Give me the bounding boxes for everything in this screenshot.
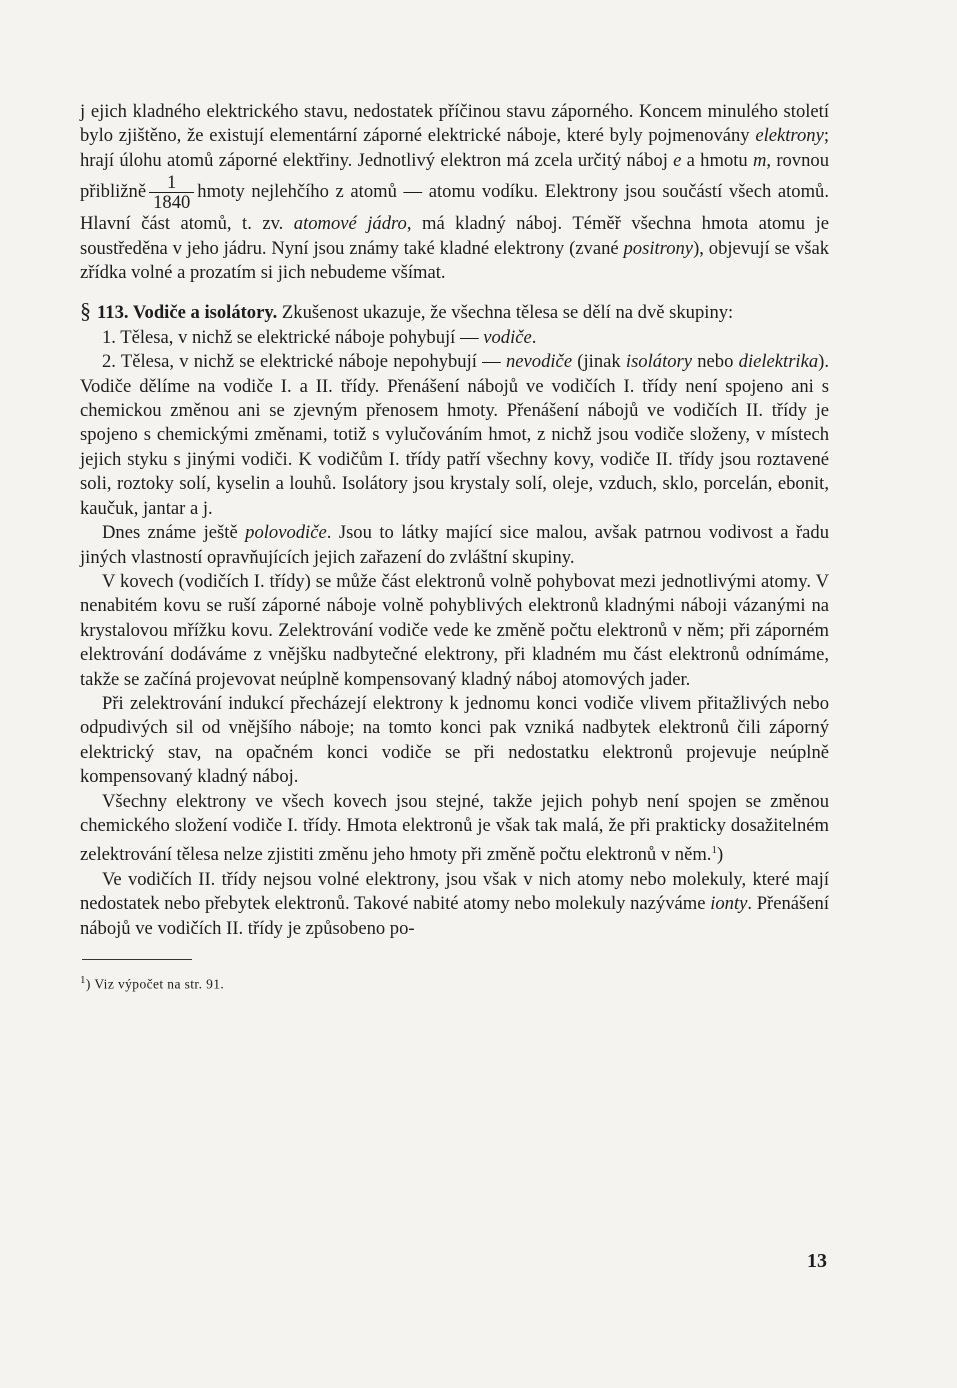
- paragraph-semiconductors: Dnes známe ještě polovodiče. Jsou to látky mající sice malou, avšak patrnou vodivost a řadu jiných vlastností opravňujících jejich zařazení do zvláštní skupiny.: [80, 522, 829, 568]
- footnote: $^1$) Viz výpočet na str. 91.: [80, 974, 225, 992]
- fraction-denominator: 1840: [153, 192, 191, 214]
- symbol-e: e: [673, 149, 682, 171]
- body-text: [80, 100, 829, 941]
- fraction-numerator: 1: [149, 173, 194, 193]
- term-polovodice: polovodiče: [245, 522, 327, 544]
- term-dielektrika: dielektrika: [738, 351, 819, 373]
- paragraph-electrons: j ejich kladného elektrického stavu, nedostatek příčinou stavu záporného. Koncem minulého století bylo zjištěno, že existují elementární záporné elektrické náboje, které byly pojmenovány elektrony; hrají úlohu atomů záporné elektřiny. Jednotlivý elektron má zcela určitý náboj e a hmotu m, rovnou přibližně $\frac{1}{1840}$ hmoty nejlehčího z atomů — atomu vodíku. Elektrony jsou součástí všech atomů. Hlavní část atomů, t. zv. atomové jádro, má kladný náboj. Téměř všechna hmota atomu je soustředěna v jeho jádru. Nyní jsou známy také kladné elektrony (zvané positrony), objevují se však zřídka volné a prozatím si jich nebudeme všímat.: [80, 101, 830, 284]
- page-number: 13: [807, 1250, 827, 1272]
- paragraph-metals: V kovech (vodičích I. třídy) se může část elektronů volně pohybovat mezi jednotlivými atomy. V nenabitém kovu se ruší záporné náboje volně pohyblivých elektronů kladnými náboji vázanými na krystalovou mřížku kovu. Zelektrování vodiče vede ke změně počtu elektronů v něm; při záporném elektrování dodáváme z vnějšku nadbytečné elektrony, při kladném mu část elektronů odnímáme, takže se začíná projevovat neúplně kompensovaný kladný náboj atomových jader.: [80, 570, 829, 690]
- term-positrony: positrony: [623, 237, 694, 259]
- term-nevodice: nevodiče: [506, 351, 573, 373]
- section-heading: 113. Vodiče a isolátory.: [97, 302, 278, 324]
- paragraph-induction: Při zelektrování indukcí přecházejí elektrony k jednomu konci vodiče vlivem přitažlivých nebo odpudivých sil od vnějšího náboje; na tomto konci pak vzniká nadbytek elektronů čili záporný elektrický stav, na opačném konci vodiče se při nedostatku elektronů projevuje neúplně kompensovaný kladný náboj.: [80, 692, 829, 788]
- symbol-m: m: [752, 149, 767, 171]
- paragraph-electron-mass: Všechny elektrony ve všech kovech jsou stejné, takže jejich pohyb není spojen se změnou chemického složení vodiče I. třídy. Hmota elektronů je však tak malá, že při prakticky dosažitelném zelektrování tělesa nelze zjistiti změnu jeho hmoty při změně počtu elektronů v něm.$^1$): [80, 790, 829, 866]
- term-vodice: vodiče: [483, 326, 532, 348]
- footnote-mark: 1: [80, 974, 86, 987]
- term-ionty: ionty: [710, 893, 748, 915]
- paragraph-ions: Ve vodičích II. třídy nejsou volné elektrony, jsou však v nich atomy nebo molekuly, které mají nedostatek nebo přebytek elektronů. Takové nabité atomy nebo molekuly nazýváme ionty. Přenášení nábojů ve vodičích II. třídy je způsobeno po-: [80, 868, 829, 939]
- footnote-divider: [82, 959, 192, 960]
- list-item-2: 2. Tělesa, v nichž se elektrické náboje nepohybují — nevodiče (jinak isolátory nebo dielektrika). Vodiče dělíme na vodiče I. a II. třídy. Přenášení nábojů ve vodičích I. třídy není spojeno ani s chemickou změnou ani se zjevným přenosem hmoty. Přenášení nábojů ve vodičích II. třídy je spojeno s chemickými změnami, totiž s vylučováním hmot, z nichž jsou vodiče složeny, v místech jejich styku s jinými vodiči. K vodičům I. třídy patří všechny kovy, vodiče II. třídy jsou roztavené soli, roztoky solí, kyselin a louhů. Isolátory jsou krystaly solí, oleje, vzduch, sklo, porcelán, ebonit, kaučuk, jantar a j.: [80, 351, 829, 519]
- footnote-ref: 1: [711, 844, 717, 857]
- term-isolatory: isolátory: [625, 351, 693, 373]
- fraction-1-1840: [149, 173, 194, 212]
- section-113: § 113. Vodiče a isolátory. Zkušenost ukazuje, že všechna tělesa se dělí na dvě skupiny:: [80, 298, 734, 324]
- section-sign: §: [80, 298, 91, 324]
- term-atomove-jadro: atomové jádro: [293, 213, 407, 235]
- term-elektrony: elektrony: [755, 125, 824, 147]
- list-item-1: 1. Tělesa, v nichž se elektrické náboje pohybují — vodiče.: [102, 326, 537, 348]
